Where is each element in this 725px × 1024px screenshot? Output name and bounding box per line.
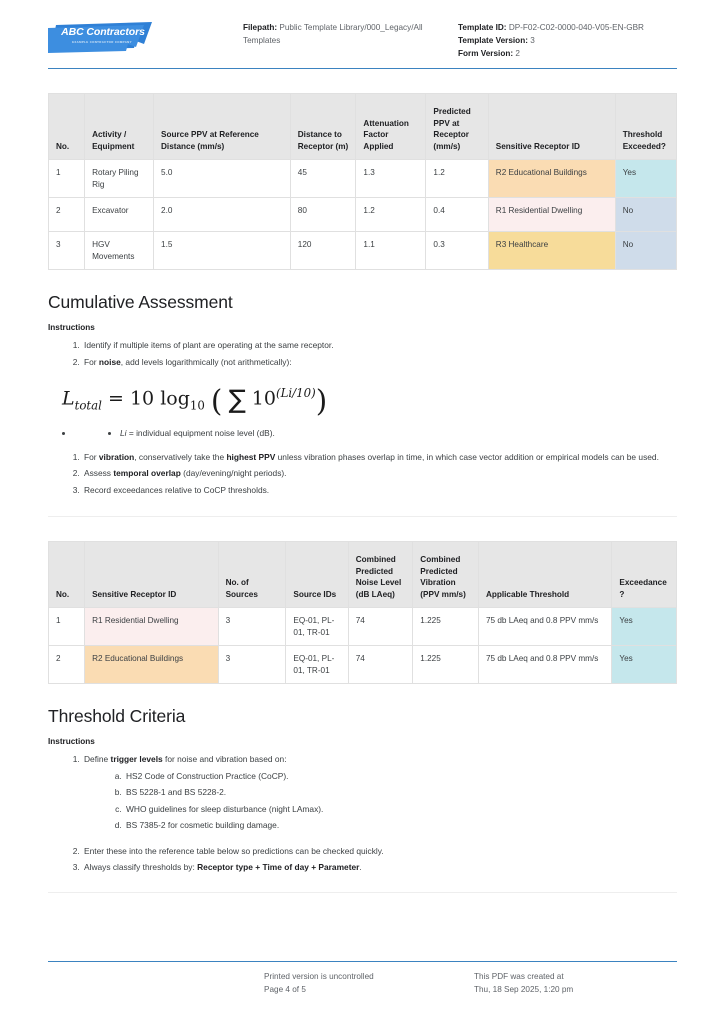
col-exceedance: Exceedance? <box>612 542 677 608</box>
prediction-table <box>48 93 677 270</box>
step-text-pre: For <box>84 356 99 367</box>
cell-receptor: R1 Residential Dwelling <box>488 198 615 232</box>
cell-no: 2 <box>49 198 85 232</box>
cell-predicted-ppv: 0.4 <box>426 198 488 232</box>
list-item <box>82 338 677 354</box>
template-id-value: DP-F02-C02-0000-040-V05-EN-GBR <box>508 23 644 32</box>
form-version-row <box>458 47 677 60</box>
filepath-label: Filepath: <box>243 23 278 32</box>
filepath-value: Public Template Library/000_Legacy/All Templates <box>243 23 423 45</box>
template-version-label: Template Version: <box>458 36 528 45</box>
page-title-threshold: Threshold Criteria <box>48 706 186 726</box>
header-divider <box>48 68 677 69</box>
list-item <box>82 466 677 482</box>
cell-receptor: R3 Healthcare <box>488 232 615 270</box>
step-text-pre: Assess <box>84 468 114 478</box>
col-distance: Distance to Receptor (m) <box>290 94 356 160</box>
step-text-post: . <box>359 862 362 872</box>
col-applicable-threshold: Applicable Threshold <box>478 542 611 608</box>
list-item <box>74 426 677 442</box>
page-footer <box>48 970 677 996</box>
formula-log: log <box>160 387 190 410</box>
step-text-bold: vibration <box>98 451 135 462</box>
list-item <box>82 355 677 371</box>
logo-subtext: EXAMPLE CONTRACTOR COMPANY <box>72 40 132 44</box>
cumulative-table-header-row <box>49 542 677 608</box>
step-text-bold: trigger levels <box>110 754 163 764</box>
cell-source-ids: EQ-01, PL-01, TR-01 <box>286 608 348 646</box>
formula-base: 10 <box>251 387 276 410</box>
list-item <box>82 450 677 466</box>
prediction-table-block <box>0 93 725 270</box>
cell-receptor: R2 Educational Buildings <box>85 646 218 684</box>
cumulative-steps-list <box>48 338 677 370</box>
formula-sigma-icon: ∑ <box>228 384 246 415</box>
col-predicted-ppv: Predicted PPV at Receptor (mm/s) <box>426 94 488 160</box>
step-text: Identify if multiple items of plant are operating at the same receptor. <box>84 340 334 350</box>
template-version-value: 3 <box>530 36 535 45</box>
page-number: Page 4 of 5 <box>264 985 306 994</box>
col-receptor: Sensitive Receptor ID <box>85 542 218 608</box>
list-item <box>120 426 677 442</box>
prediction-table-header-row <box>49 94 677 160</box>
cell-threshold-exceeded: Yes <box>615 160 676 198</box>
list-item <box>124 802 677 818</box>
cell-source-ids: EQ-01, PL-01, TR-01 <box>286 646 348 684</box>
cell-combined-vibration: 1.225 <box>413 608 479 646</box>
step-text-post: (day/evening/night periods). <box>180 468 287 478</box>
cell-attenuation: 1.3 <box>356 160 426 198</box>
step-text-pre: Define <box>84 754 111 764</box>
filepath-meta <box>243 14 458 47</box>
substep-text: WHO guidelines for sleep disturbance (night LAmax). <box>126 803 324 814</box>
col-source-ppv: Source PPV at Reference Distance (mm/s) <box>154 94 291 160</box>
form-version-value: 2 <box>515 49 520 58</box>
template-id-row <box>458 21 677 34</box>
cell-exceedance: Yes <box>612 646 677 684</box>
step-text-post: unless vibration phases overlap in time, in which case vector addition or empirical models can be used. <box>275 451 659 462</box>
formula-lhs-sub: total <box>74 398 102 413</box>
col-receptor: Sensitive Receptor ID <box>488 94 615 160</box>
col-combined-vibration: Combined Predicted Vibration (PPV mm/s) <box>413 542 479 608</box>
formula-paren-open: ( <box>210 384 223 418</box>
form-version-label: Form Version: <box>458 49 514 58</box>
table-row <box>49 198 677 232</box>
step-text-bold-2: highest PPV <box>226 451 276 462</box>
col-no: No. <box>49 94 85 160</box>
cell-predicted-ppv: 1.2 <box>426 160 488 198</box>
cell-applicable-threshold: 75 db LAeq and 0.8 PPV mm/s <box>478 608 611 646</box>
list-item <box>124 818 677 834</box>
formula-equals: = <box>108 387 124 410</box>
threshold-substeps-list <box>84 769 677 834</box>
footer-left-spacer <box>48 970 264 996</box>
step-text: Enter these into the reference table below so predictions can be checked quickly. <box>84 845 384 856</box>
created-timestamp: Thu, 18 Sep 2025, 1:20 pm <box>474 985 574 994</box>
cumulative-table <box>48 541 677 684</box>
cell-combined-noise: 74 <box>348 646 413 684</box>
cell-no-of-sources: 3 <box>218 608 286 646</box>
section-divider <box>48 516 677 517</box>
list-item <box>82 483 677 499</box>
cell-predicted-ppv: 0.3 <box>426 232 488 270</box>
substep-text: BS 7385-2 for cosmetic building damage. <box>126 820 280 830</box>
formula-lhs-var: L <box>62 387 75 410</box>
threshold-steps-list <box>48 752 677 834</box>
cell-no: 2 <box>49 646 85 684</box>
cell-distance: 80 <box>290 198 356 232</box>
list-item <box>124 769 677 785</box>
step-text-post: for noise and vibration based on: <box>162 754 287 764</box>
cell-no: 1 <box>49 608 85 646</box>
list-item <box>124 785 677 801</box>
formula-exponent: (Li/10) <box>275 386 316 401</box>
cell-no: 1 <box>49 160 85 198</box>
list-item <box>82 844 677 860</box>
variable-li-definition: = individual equipment noise level (dB). <box>126 428 275 438</box>
cell-threshold-exceeded: No <box>615 232 676 270</box>
cell-activity: Rotary Piling Rig <box>85 160 154 198</box>
step-text-post: , add levels logarithmically (not arithmetically): <box>120 356 292 367</box>
col-source-ids: Source IDs <box>286 542 348 608</box>
company-logo <box>48 14 243 53</box>
cumulative-assessment-section <box>0 292 725 498</box>
col-attenuation: Attenuation Factor Applied <box>356 94 426 160</box>
cumulative-steps-list-2 <box>48 450 677 499</box>
template-id-label: Template ID: <box>458 23 507 32</box>
list-item <box>82 860 677 876</box>
table-row <box>49 608 677 646</box>
instructions-label: Instructions <box>48 737 95 746</box>
template-meta <box>458 14 677 60</box>
cell-activity: HGV Movements <box>85 232 154 270</box>
cell-exceedance: Yes <box>612 608 677 646</box>
substep-text: HS2 Code of Construction Practice (CoCP). <box>126 770 289 781</box>
footer-created-info <box>474 970 677 996</box>
formula-log-base: 10 <box>189 398 205 413</box>
cell-source-ppv: 2.0 <box>154 198 291 232</box>
cell-source-ppv: 5.0 <box>154 160 291 198</box>
cumulative-table-block <box>0 541 725 684</box>
step-text-bold: Receptor type + Time of day + Parameter <box>197 862 360 872</box>
formula-paren-close: ) <box>315 384 328 418</box>
step-text-pre: For <box>84 451 99 462</box>
cell-attenuation: 1.1 <box>356 232 426 270</box>
cell-no-of-sources: 3 <box>218 646 286 684</box>
noise-sum-formula <box>48 384 677 418</box>
cell-source-ppv: 1.5 <box>154 232 291 270</box>
cell-threshold-exceeded: No <box>615 198 676 232</box>
created-label: This PDF was created at <box>474 972 564 981</box>
formula-notes-inner-list <box>74 426 677 442</box>
footer-print-notice <box>264 970 474 996</box>
cell-no: 3 <box>49 232 85 270</box>
step-text-bold: noise <box>98 356 121 367</box>
cell-receptor: R2 Educational Buildings <box>488 160 615 198</box>
step-text-bold: temporal overlap <box>113 468 181 478</box>
cell-combined-noise: 74 <box>348 608 413 646</box>
threshold-steps-list-2 <box>48 844 677 876</box>
substep-text: BS 5228-1 and BS 5228-2. <box>126 787 227 797</box>
col-activity: Activity / Equipment <box>85 94 154 160</box>
formula-notes-outer-list <box>48 426 677 442</box>
cell-distance: 120 <box>290 232 356 270</box>
col-threshold-exceeded: Threshold Exceeded? <box>615 94 676 160</box>
logo-text: ABC Contractors <box>61 26 145 38</box>
col-no-of-sources: No. of Sources <box>218 542 286 608</box>
cell-activity: Excavator <box>85 198 154 232</box>
page-header <box>0 0 725 62</box>
cell-distance: 45 <box>290 160 356 198</box>
table-row <box>49 232 677 270</box>
cell-applicable-threshold: 75 db LAeq and 0.8 PPV mm/s <box>478 646 611 684</box>
list-item <box>82 752 677 834</box>
table-row <box>49 160 677 198</box>
table-row <box>49 646 677 684</box>
threshold-criteria-section <box>0 706 725 876</box>
step-text-mid: , conservatively take the <box>134 451 227 462</box>
step-text: Record exceedances relative to CoCP thresholds. <box>84 484 270 495</box>
col-no: No. <box>49 542 85 608</box>
instructions-label: Instructions <box>48 323 95 332</box>
footer-divider <box>48 961 677 962</box>
formula-coefficient: 10 <box>129 387 155 410</box>
template-version-row <box>458 34 677 47</box>
section-divider-bottom <box>48 892 677 893</box>
variable-li: Li <box>120 428 127 438</box>
col-combined-noise: Combined Predicted Noise Level (dB LAeq) <box>348 542 413 608</box>
uncontrolled-text: Printed version is uncontrolled <box>264 972 374 981</box>
step-text-pre: Always classify thresholds by: <box>84 862 198 872</box>
cell-combined-vibration: 1.225 <box>413 646 479 684</box>
page-title-cumulative: Cumulative Assessment <box>48 292 233 312</box>
cell-attenuation: 1.2 <box>356 198 426 232</box>
cell-receptor: R1 Residential Dwelling <box>85 608 218 646</box>
